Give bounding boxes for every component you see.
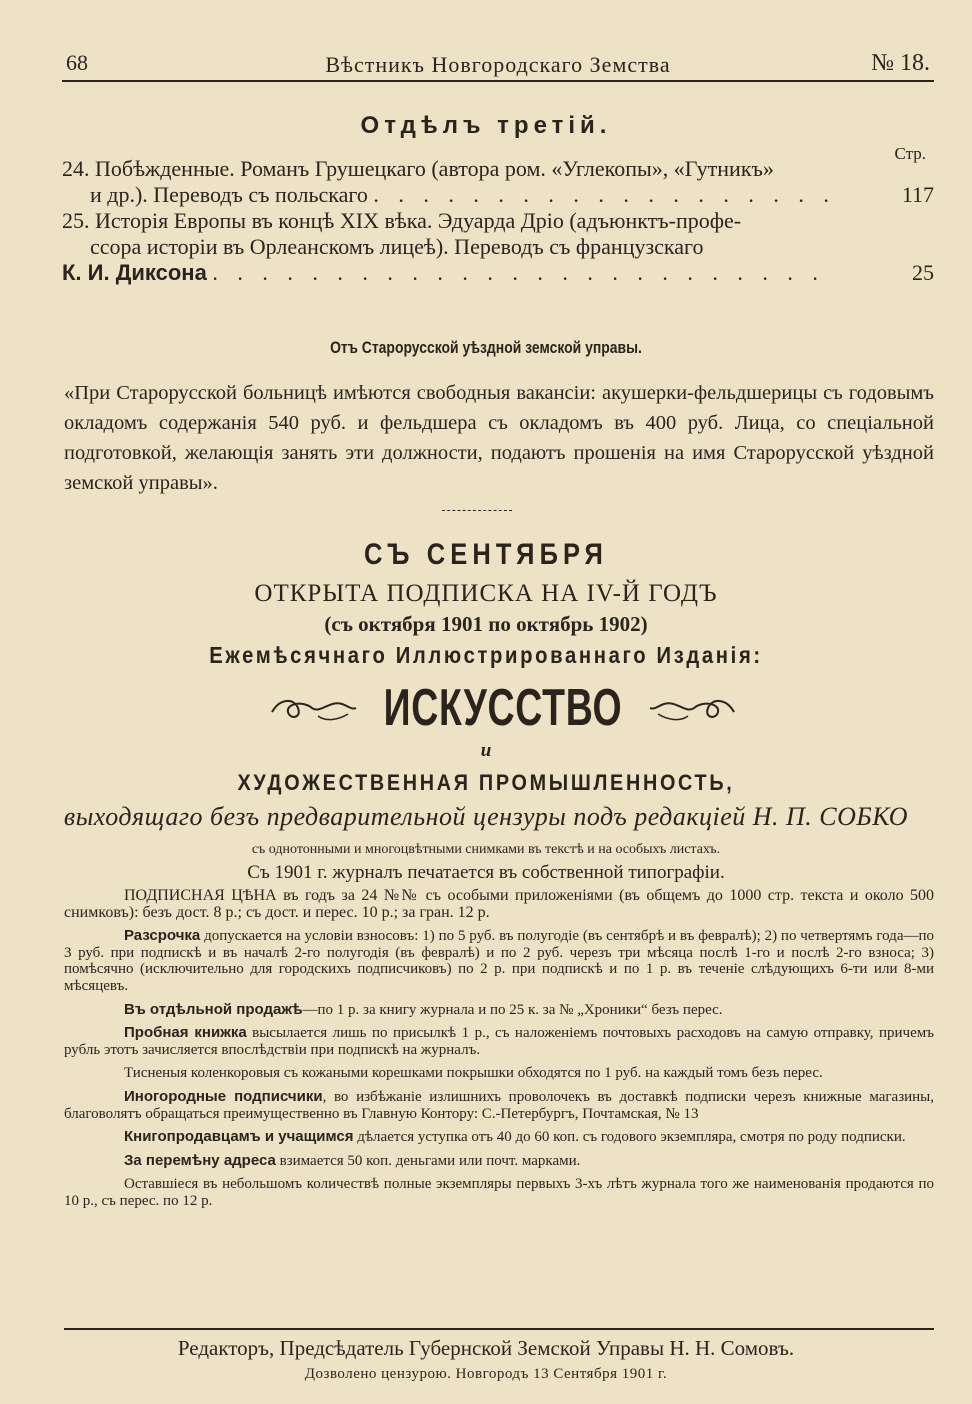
editor-line: выходящаго безъ предварительной цензуры подъ редакціей Н. П. СОБКО — [63, 802, 909, 831]
footer-editor: Редакторъ, Предсѣдатель Губернской Земской Управы Н. Н. Сомовъ. — [177, 1336, 795, 1360]
page-column-label: Стр. — [894, 144, 926, 163]
scroll-ornament-icon — [648, 690, 738, 726]
toc-entry — [62, 208, 934, 286]
toc-page-number: 117 — [901, 182, 934, 207]
paragraph: Книгопродавцамъ и учащимся дѣлается уступка отъ 40 до 60 коп. съ годового экземпляра, смотря по роду подписки. — [124, 1128, 906, 1146]
paragraph: За перемѣну адреса взимается 50 коп. деньгами или почт. марками. — [124, 1151, 581, 1169]
paragraph: Разсрочка допускается на условіи взносовъ: 1) по 5 руб. въ полугодіе (въ сентябрѣ и въ февралѣ); 2) по четвертямъ года—по 3 руб. при подпискѣ и въ началѣ 2-го полугодія (въ февралѣ) и по 2 руб. черезъ три мѣсяца послѣ 1-го и послѣ 2-го взноса; 3) помѣсячно (исключительно для городскихъ подписчиковъ) по 2 р. при подпискѣ и по 1 р. въ теченіе слѣдующихъ 6-ти или 8-ми мѣсяцевъ. — [64, 927, 934, 994]
toc-line: К. И. Диксона . . . . . . . . . . . . . . . . . . . . . . . . . 25 — [62, 260, 934, 285]
advert-heading: СЪ СЕНТЯБРЯ — [364, 538, 608, 571]
toc-line: ссора исторіи въ Орлеанскомъ лицеѣ). Переводъ съ французскаго — [90, 234, 704, 259]
masthead — [268, 678, 738, 738]
paragraph: Оставшіеся въ небольшомъ количествѣ полные экземпляры первыхъ 3-хъ лѣтъ журнала того же наименованія продаются по 10 р., съ перес. по 12 р. — [64, 1176, 934, 1209]
advert-period: (съ октября 1901 по октябрь 1902) — [324, 612, 648, 636]
masthead-conjunction: и — [480, 740, 492, 761]
divider — [442, 510, 512, 511]
journal-title: Вѣстникъ Новгородскаго Земства — [325, 52, 671, 77]
advert-subheading: ОТКРЫТА ПОДПИСКА НА IV-Й ГОДЪ — [254, 580, 718, 607]
printing-note: Съ 1901 г. журналъ печатается въ собственной типографіи. — [247, 862, 725, 883]
illustrations-note: съ однотонными и многоцвѣтными снимками въ текстѣ и на особыхъ листахъ. — [251, 842, 721, 857]
advert-publication-type: Ежемѣсячнаго Иллюстрированнаго Изданія: — [209, 642, 763, 668]
toc-page-number: 25 — [912, 260, 934, 285]
footer-censor: Дозволено цензурою. Новгородъ 13 Сентября 1901 г. — [304, 1366, 668, 1382]
toc-line: и др.). Переводъ съ польскаго . . . . . . . . . . . . . . . . . . . 117 — [90, 182, 934, 207]
page-header — [62, 44, 934, 82]
paragraph: Тисненыя коленкоровыя съ кожаными корешками покрышки обходятся по 1 руб. на каждый томъ безъ перес. — [124, 1065, 823, 1082]
toc-translator: К. И. Диксона — [62, 260, 207, 285]
paragraph: Въ отдѣльной продажѣ—по 1 р. за книгу журнала и по 25 к. за № „Хроники“ безъ перес. — [124, 1000, 723, 1018]
section-title: Отдѣлъ третій. — [360, 112, 612, 139]
subscription-terms — [64, 888, 934, 1217]
notice-title: Отъ Старорусской уѣздной земской управы. — [330, 338, 642, 357]
footer-rule — [64, 1328, 934, 1330]
paragraph: Пробная книжка высылается лишь по присылкѣ 1 р., съ наложеніемъ почтовыхъ расходовъ на самую отправку, причемъ рубль этотъ зачисляется впослѣдствіи при подпискѣ на журналъ. — [64, 1024, 934, 1058]
page-number: 68 — [66, 50, 88, 75]
issue-number: № 18. — [871, 50, 930, 76]
paragraph: ПОДПИСНАЯ ЦѢНА въ годъ за 24 №№ съ особыми приложеніями (въ общемъ до 1000 стр. текста и около 500 снимковъ): безъ дост. 8 р.; съ дост. и перес. 10 р.; за гран. 12 р. — [64, 887, 935, 921]
paragraph: Иногородные подписчики, во избѣжаніе излишнихъ проволочекъ въ доставкѣ подписки черезъ книжные магазины, благоволятъ обращаться преимущественно въ Главную Контору: С.-Петербургъ, Почтамская, № 13 — [64, 1087, 935, 1122]
masthead-subtitle: ХУДОЖЕСТВЕННАЯ ПРОМЫШЛЕННОСТЬ, — [237, 770, 735, 795]
toc-line: 24. Побѣжденные. Романъ Грушецкаго (автора ром. «Углекопы», «Гутникъ» — [62, 156, 774, 181]
masthead-title: ИСКУССТВО — [383, 679, 623, 737]
toc-line: 25. Исторія Европы въ концѣ XIX вѣка. Эдуарда Дріо (адъюнктъ-профе- — [62, 208, 742, 233]
notice-text: «При Старорусской больницѣ имѣются свободныя вакансіи: акушерки-фельдшерицы съ годовымъ окладомъ содержанія 540 руб. и фельдшера съ окладомъ въ 400 руб. Лица, со спеціальной подготовкой, желающія занять эти должности, подаютъ прошенія на имя Старорусской уѣздной земской управы». — [64, 382, 934, 494]
toc-entry — [62, 156, 934, 208]
